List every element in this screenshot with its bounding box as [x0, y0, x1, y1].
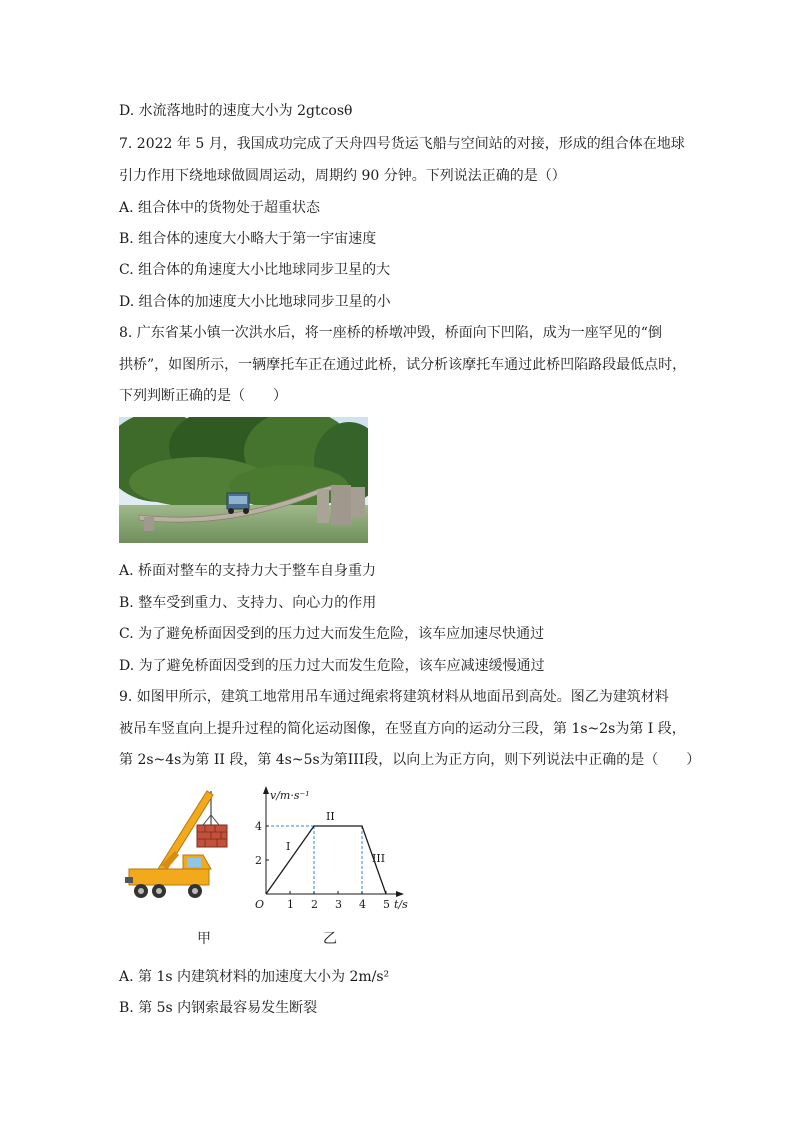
x-tick-label: 4: [359, 898, 366, 911]
text-line: C. 为了避免桥面因受到的压力过大而发生危险，该车应加速尽快通过: [119, 626, 545, 642]
x-tick-label: 3: [335, 898, 342, 911]
y-tick-label: 2: [255, 854, 262, 867]
text-line: D. 为了避免桥面因受到的压力过大而发生危险，该车应减速缓慢通过: [119, 658, 545, 674]
segment-label-i: I: [286, 840, 291, 853]
x-axis-label: t/s: [394, 898, 408, 911]
text-line: D. 水流落地时的速度大小为 2gtcosθ: [119, 103, 353, 119]
x-tick-label: 5: [383, 898, 390, 911]
text-line: B. 第 5s 内钢索最容易发生断裂: [119, 1000, 318, 1016]
text-line: A. 第 1s 内建筑材料的加速度大小为 2m/s²: [119, 969, 390, 985]
x-axis-arrow: [396, 891, 404, 897]
text-line: B. 整车受到重力、支持力、向心力的作用: [119, 595, 377, 611]
x-tick-label: 2: [311, 898, 318, 911]
text-line: 下列判断正确的是（ ）: [119, 388, 287, 404]
text-line: 被吊车竖直向上提升过程的简化运动图像，在竖直方向的运动分三段，第 1s~2s为第 I 段，: [119, 721, 686, 737]
text-line: 9. 如图甲所示，建筑工地常用吊车通过绳索将建筑材料从地面吊到高处。图乙为建筑材料: [119, 689, 669, 705]
text-line: 8. 广东省某小镇一次洪水后，将一座桥的桥墩冲毁，桥面向下凹陷，成为一座罕见的“倒: [119, 325, 662, 341]
caption-jia: 甲: [197, 931, 211, 947]
velocity-time-graph: [250, 782, 418, 914]
segment-label-iii: III: [372, 852, 386, 865]
crane-illustration: [123, 785, 231, 910]
text-line: A. 组合体中的货物处于超重状态: [119, 200, 321, 216]
origin-label: O: [255, 898, 265, 911]
segment-label-ii: II: [326, 810, 335, 823]
y-axis-label: v/m·s⁻¹: [270, 789, 310, 802]
caption-yi: 乙: [323, 931, 337, 947]
text-line: 7. 2022 年 5 月，我国成功完成了天舟四号货运飞船与空间站的对接，形成的组合体在地球: [119, 136, 685, 152]
text-line: B. 组合体的速度大小略大于第一宇宙速度: [119, 231, 377, 247]
x-tick-label: 1: [287, 898, 294, 911]
bridge-photo: [119, 417, 368, 543]
text-line: A. 桥面对整车的支持力大于整车自身重力: [119, 563, 377, 579]
text-line: 第 2s~4s为第 II 段，第 4s~5s为第III段，以向上为正方向，则下列说法中正确的是（ ）: [119, 752, 701, 768]
text-line: 拱桥”，如图所示，一辆摩托车正在通过此桥，试分析该摩托车通过此桥凹陷路段最低点时，: [119, 357, 687, 373]
velocity-series-line: [266, 826, 386, 894]
text-line: 引力作用下绕地球做圆周运动，周期约 90 分钟。下列说法正确的是（）: [119, 168, 566, 184]
text-line: C. 组合体的角速度大小比地球同步卫星的大: [119, 262, 391, 278]
y-axis-arrow: [263, 786, 269, 794]
text-line: D. 组合体的加速度大小比地球同步卫星的小: [119, 294, 391, 310]
y-tick-label: 4: [255, 820, 262, 833]
